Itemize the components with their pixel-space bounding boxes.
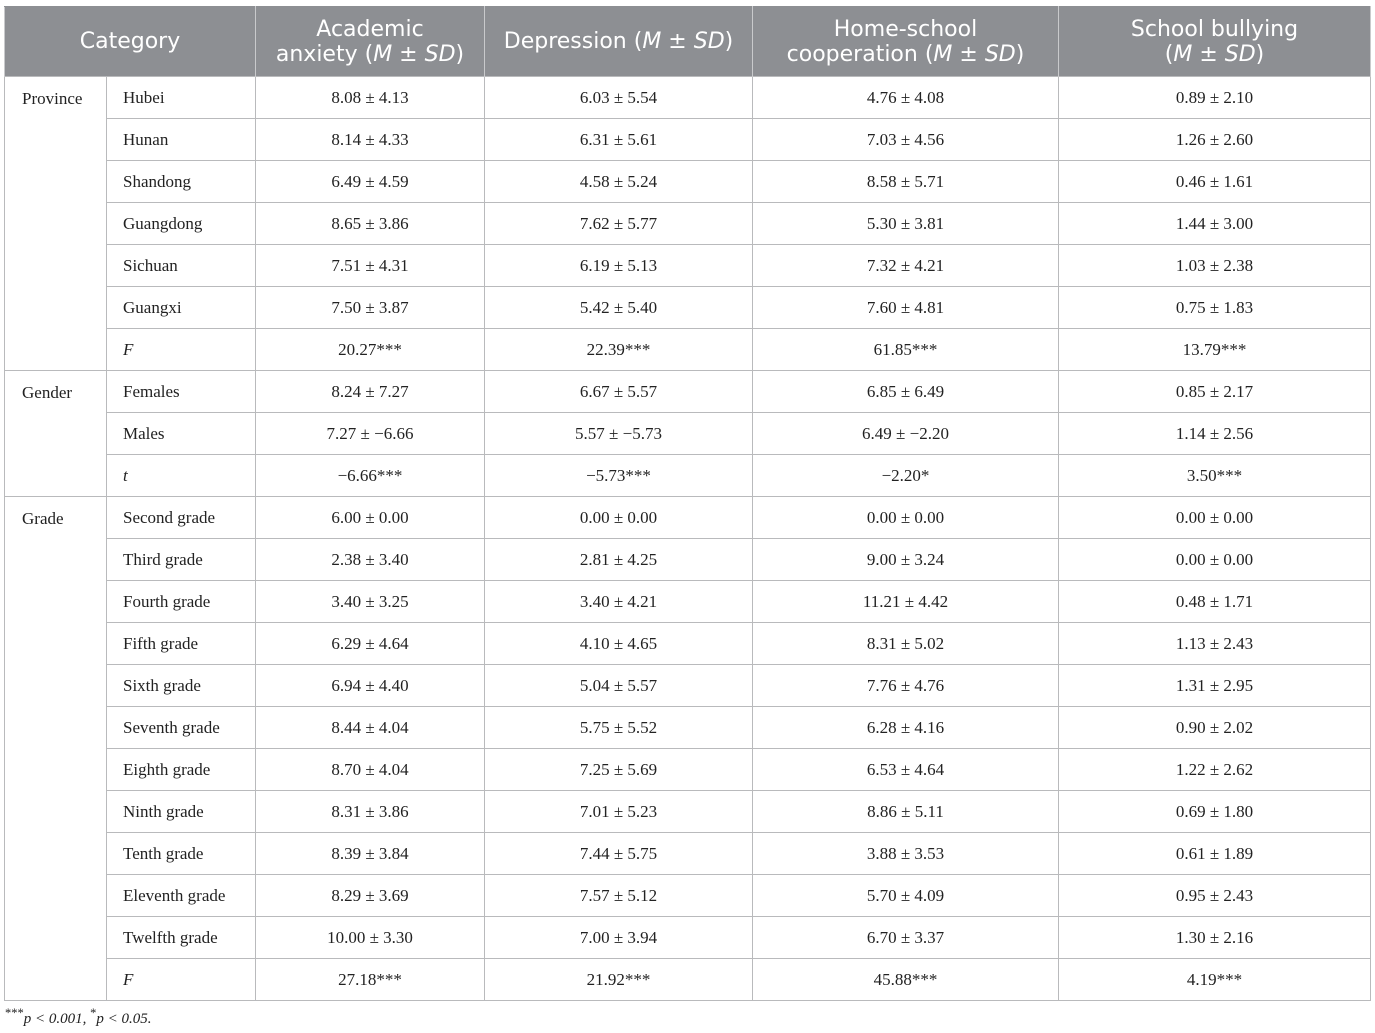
table-cell: 8.58 ± 5.71	[753, 161, 1059, 203]
table-cell: 0.95 ± 2.43	[1059, 875, 1371, 917]
table-cell: 0.48 ± 1.71	[1059, 581, 1371, 623]
row-label: Seventh grade	[107, 707, 256, 749]
table-cell: 8.70 ± 4.04	[256, 749, 485, 791]
table-cell: 8.44 ± 4.04	[256, 707, 485, 749]
table-cell: 9.00 ± 3.24	[753, 539, 1059, 581]
category-group-label: Gender	[5, 371, 107, 497]
table-cell: 8.29 ± 3.69	[256, 875, 485, 917]
statistics-table	[4, 6, 1371, 1001]
table-cell: 7.27 ± −6.66	[256, 413, 485, 455]
table-cell: 6.70 ± 3.37	[753, 917, 1059, 959]
table-row	[5, 161, 1371, 203]
table-cell: 3.40 ± 3.25	[256, 581, 485, 623]
table-body	[5, 77, 1371, 1001]
table-row	[5, 203, 1371, 245]
table-row	[5, 833, 1371, 875]
table-cell: 6.03 ± 5.54	[485, 77, 753, 119]
table-cell: 1.31 ± 2.95	[1059, 665, 1371, 707]
test-statistic-label: t	[107, 455, 256, 497]
table-row	[5, 497, 1371, 539]
table-cell: 7.01 ± 5.23	[485, 791, 753, 833]
table-row	[5, 539, 1371, 581]
footnote: ***p < 0.001, *p < 0.05.	[5, 1006, 152, 1027]
table-cell: 8.24 ± 7.27	[256, 371, 485, 413]
table-cell: 0.90 ± 2.02	[1059, 707, 1371, 749]
table-cell: 1.30 ± 2.16	[1059, 917, 1371, 959]
table-cell: 7.44 ± 5.75	[485, 833, 753, 875]
table-row	[5, 707, 1371, 749]
row-label: Females	[107, 371, 256, 413]
table-cell: 3.88 ± 3.53	[753, 833, 1059, 875]
row-label: Males	[107, 413, 256, 455]
test-statistic-label: F	[107, 329, 256, 371]
category-group-label: Province	[5, 77, 107, 371]
table-cell: 0.00 ± 0.00	[753, 497, 1059, 539]
table-cell: 8.08 ± 4.13	[256, 77, 485, 119]
table-cell: 7.50 ± 3.87	[256, 287, 485, 329]
header-depression: Depression (M ± SD)	[485, 7, 753, 77]
table-cell: 7.60 ± 4.81	[753, 287, 1059, 329]
table-cell: 22.39***	[485, 329, 753, 371]
table-cell: 5.57 ± −5.73	[485, 413, 753, 455]
table-cell: 4.10 ± 4.65	[485, 623, 753, 665]
table-row	[5, 455, 1371, 497]
header-home-school-cooperation: Home-school cooperation (M ± SD)	[753, 7, 1059, 77]
table-cell: 61.85***	[753, 329, 1059, 371]
table-row	[5, 371, 1371, 413]
row-label: Fourth grade	[107, 581, 256, 623]
table-row	[5, 287, 1371, 329]
table-cell: 0.85 ± 2.17	[1059, 371, 1371, 413]
table-cell: 5.30 ± 3.81	[753, 203, 1059, 245]
row-label: Fifth grade	[107, 623, 256, 665]
table-row	[5, 749, 1371, 791]
table-cell: 4.19***	[1059, 959, 1371, 1001]
row-label: Eleventh grade	[107, 875, 256, 917]
table-cell: 7.57 ± 5.12	[485, 875, 753, 917]
table-cell: 6.94 ± 4.40	[256, 665, 485, 707]
table-cell: 0.00 ± 0.00	[1059, 497, 1371, 539]
table-cell: 6.85 ± 6.49	[753, 371, 1059, 413]
table-cell: 6.67 ± 5.57	[485, 371, 753, 413]
table-cell: 5.04 ± 5.57	[485, 665, 753, 707]
table-cell: 6.00 ± 0.00	[256, 497, 485, 539]
category-group-label: Grade	[5, 497, 107, 1001]
row-label: Tenth grade	[107, 833, 256, 875]
table-cell: 3.40 ± 4.21	[485, 581, 753, 623]
table-cell: 8.65 ± 3.86	[256, 203, 485, 245]
table-cell: 7.62 ± 5.77	[485, 203, 753, 245]
row-label: Twelfth grade	[107, 917, 256, 959]
table-cell: 1.26 ± 2.60	[1059, 119, 1371, 161]
table-cell: 11.21 ± 4.42	[753, 581, 1059, 623]
row-label: Hunan	[107, 119, 256, 161]
table-row	[5, 623, 1371, 665]
table-row	[5, 77, 1371, 119]
table-cell: 0.69 ± 1.80	[1059, 791, 1371, 833]
table-cell: 7.32 ± 4.21	[753, 245, 1059, 287]
table-row	[5, 875, 1371, 917]
table-row	[5, 917, 1371, 959]
table-cell: 7.51 ± 4.31	[256, 245, 485, 287]
table-cell: 7.25 ± 5.69	[485, 749, 753, 791]
table-cell: 2.81 ± 4.25	[485, 539, 753, 581]
table-cell: 5.42 ± 5.40	[485, 287, 753, 329]
table-cell: 1.44 ± 3.00	[1059, 203, 1371, 245]
row-label: Eighth grade	[107, 749, 256, 791]
table-cell: 6.19 ± 5.13	[485, 245, 753, 287]
table-cell: 5.70 ± 4.09	[753, 875, 1059, 917]
table-cell: 0.00 ± 0.00	[1059, 539, 1371, 581]
table-cell: 0.61 ± 1.89	[1059, 833, 1371, 875]
table-cell: 4.76 ± 4.08	[753, 77, 1059, 119]
table-cell: 27.18***	[256, 959, 485, 1001]
test-statistic-label: F	[107, 959, 256, 1001]
table-cell: 1.14 ± 2.56	[1059, 413, 1371, 455]
table-cell: 0.89 ± 2.10	[1059, 77, 1371, 119]
table-cell: 6.28 ± 4.16	[753, 707, 1059, 749]
table-cell: 0.46 ± 1.61	[1059, 161, 1371, 203]
table-cell: 6.49 ± −2.20	[753, 413, 1059, 455]
header-school-bullying: School bullying (M ± SD)	[1059, 7, 1371, 77]
table-cell: 8.31 ± 5.02	[753, 623, 1059, 665]
table-cell: 6.31 ± 5.61	[485, 119, 753, 161]
table-row	[5, 581, 1371, 623]
header-category: Category	[5, 7, 256, 77]
row-label: Shandong	[107, 161, 256, 203]
table-cell: 6.53 ± 4.64	[753, 749, 1059, 791]
row-label: Guangxi	[107, 287, 256, 329]
row-label: Third grade	[107, 539, 256, 581]
row-label: Ninth grade	[107, 791, 256, 833]
table-row	[5, 329, 1371, 371]
table-row	[5, 245, 1371, 287]
row-label: Second grade	[107, 497, 256, 539]
table-cell: 6.49 ± 4.59	[256, 161, 485, 203]
table-cell: 8.39 ± 3.84	[256, 833, 485, 875]
table-cell: 7.00 ± 3.94	[485, 917, 753, 959]
table-cell: 7.76 ± 4.76	[753, 665, 1059, 707]
table-row	[5, 791, 1371, 833]
table-cell: 0.75 ± 1.83	[1059, 287, 1371, 329]
table-cell: 1.22 ± 2.62	[1059, 749, 1371, 791]
row-label: Sichuan	[107, 245, 256, 287]
table-cell: 8.14 ± 4.33	[256, 119, 485, 161]
table-cell: −5.73***	[485, 455, 753, 497]
table-header	[5, 7, 1371, 77]
table-cell: 8.31 ± 3.86	[256, 791, 485, 833]
table-cell: 4.58 ± 5.24	[485, 161, 753, 203]
row-label: Sixth grade	[107, 665, 256, 707]
table-cell: 3.50***	[1059, 455, 1371, 497]
table-cell: 8.86 ± 5.11	[753, 791, 1059, 833]
table-cell: 2.38 ± 3.40	[256, 539, 485, 581]
table-cell: −2.20*	[753, 455, 1059, 497]
table-cell: −6.66***	[256, 455, 485, 497]
table-row	[5, 413, 1371, 455]
table-cell: 6.29 ± 4.64	[256, 623, 485, 665]
table-cell: 1.13 ± 2.43	[1059, 623, 1371, 665]
table-cell: 20.27***	[256, 329, 485, 371]
table-row	[5, 665, 1371, 707]
table-cell: 7.03 ± 4.56	[753, 119, 1059, 161]
table-row	[5, 119, 1371, 161]
table-row	[5, 959, 1371, 1001]
table-cell: 13.79***	[1059, 329, 1371, 371]
table-cell: 45.88***	[753, 959, 1059, 1001]
table-cell: 0.00 ± 0.00	[485, 497, 753, 539]
table-cell: 10.00 ± 3.30	[256, 917, 485, 959]
row-label: Hubei	[107, 77, 256, 119]
table-cell: 5.75 ± 5.52	[485, 707, 753, 749]
table-cell: 1.03 ± 2.38	[1059, 245, 1371, 287]
table-cell: 21.92***	[485, 959, 753, 1001]
header-academic-anxiety: Academic anxiety (M ± SD)	[256, 7, 485, 77]
row-label: Guangdong	[107, 203, 256, 245]
